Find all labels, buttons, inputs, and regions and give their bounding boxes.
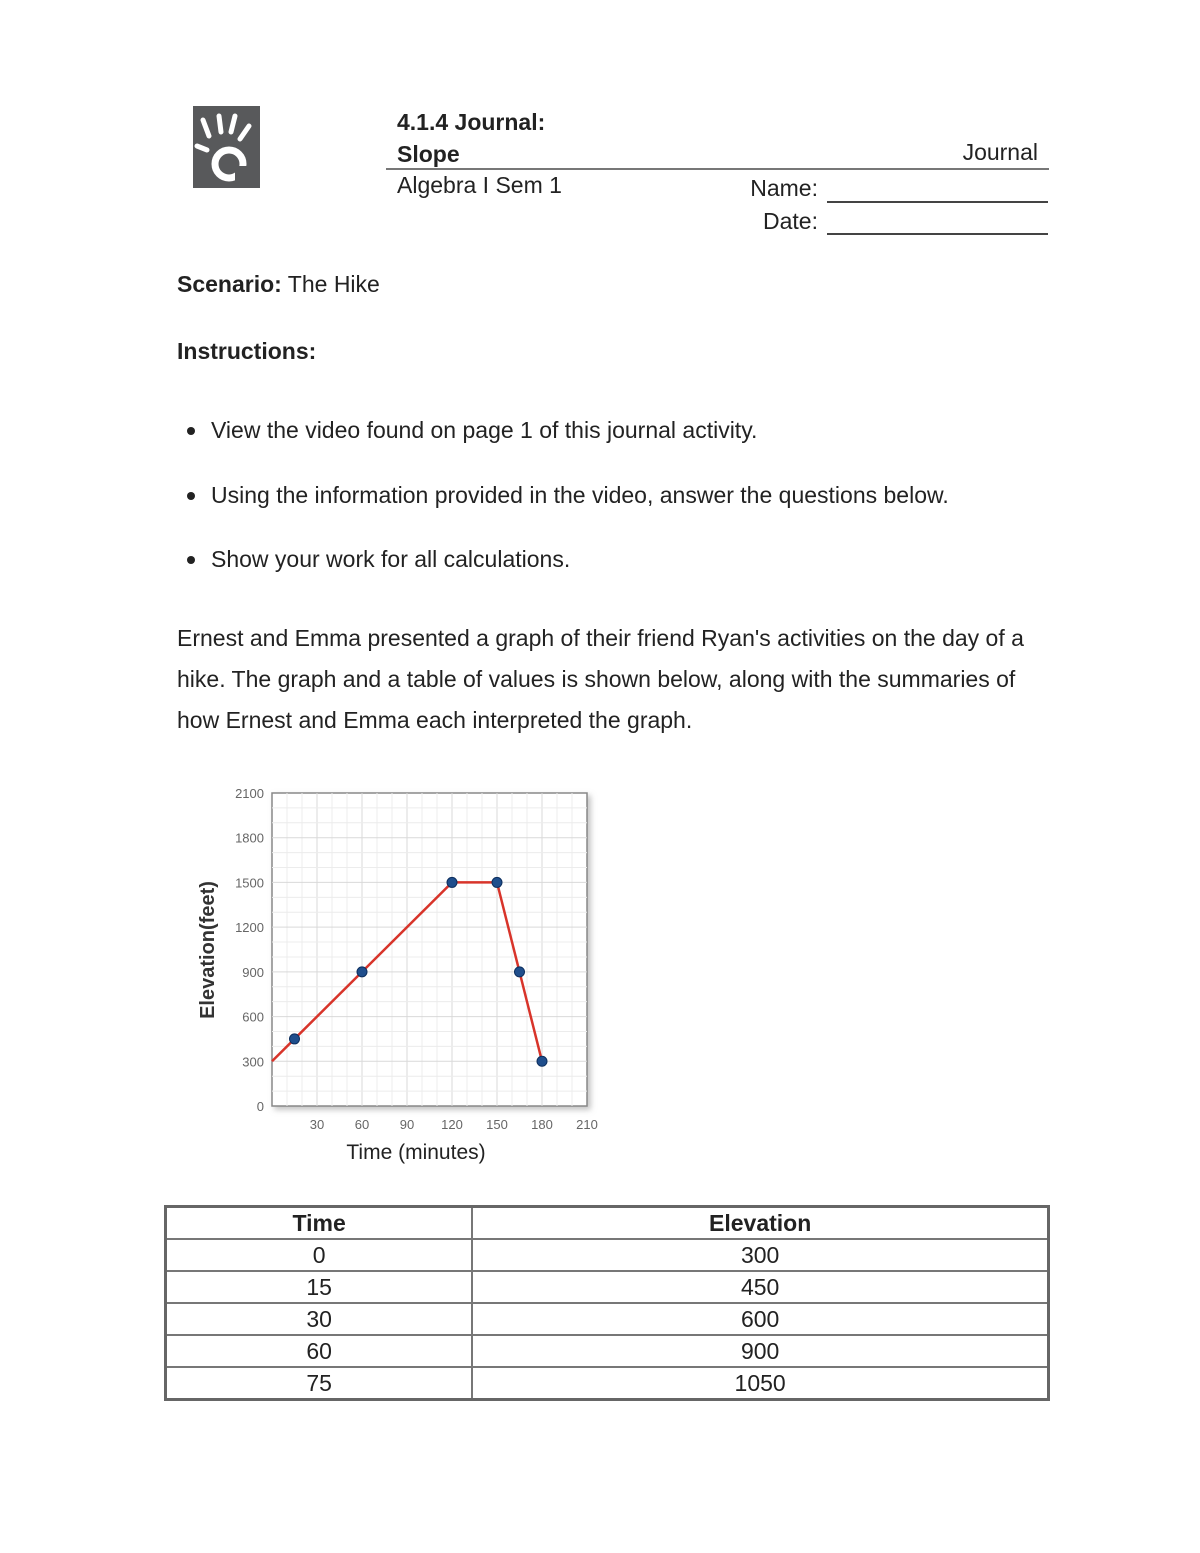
table-row [166,1303,1049,1335]
y-tick-label: 1800 [235,830,264,846]
table-row [166,1335,1049,1367]
bullet-icon [187,427,195,435]
course-label: Algebra I Sem 1 [397,172,562,198]
x-tick-label: 120 [441,1117,463,1132]
data-point [537,1056,547,1066]
data-point [447,877,457,887]
elevation-cell: 1050 [472,1367,1048,1400]
x-tick-label: 150 [486,1117,508,1132]
elevation-chart [190,778,610,1183]
chart-svg [190,778,610,1178]
x-tick-label: 180 [531,1117,553,1132]
instruction-text: Show your work for all calculations. [211,546,571,572]
journal-title-line1: 4.1.4 Journal: [397,109,546,135]
y-tick-label: 1200 [235,920,264,936]
instructions-list [177,414,949,608]
scenario-label: Scenario: [177,271,282,297]
x-tick-label: 210 [576,1117,598,1132]
table-row [166,1271,1049,1303]
journal-title-line2: Slope [397,141,460,167]
y-axis-label: Elevation(feet) [197,881,219,1019]
brand-logo [193,106,260,188]
x-axis-label: Time (minutes) [346,1141,486,1164]
y-tick-label: 0 [256,1099,264,1114]
bullet-icon [187,492,195,500]
table-row [166,1367,1049,1400]
y-tick-label: 2100 [235,786,264,801]
body-paragraph: Ernest and Emma presented a graph of their friend Ryan's activities on the day of a hike. The graph and a table of values is shown below, along with the summaries of how Ernest and Emma each interpreted the graph. [177,625,1024,733]
elevation-cell: 900 [472,1335,1048,1367]
instruction-text: Using the information provided in the video, answer the questions below. [211,481,949,508]
elevation-cell: 300 [472,1239,1048,1271]
journal-title [397,106,545,170]
scenario-text: The Hike [281,271,380,297]
doc-type-label: Journal [962,139,1038,165]
data-point [290,1034,300,1044]
time-cell: 75 [166,1367,473,1400]
x-tick-label: 90 [399,1117,415,1132]
y-tick-label: 300 [242,1054,264,1070]
time-cell: 15 [166,1271,473,1303]
table-header-row [166,1207,1049,1240]
y-tick-label: 900 [242,964,264,980]
column-header-time: Time [166,1207,473,1240]
y-tick-label: 600 [242,1009,264,1025]
instructions-heading: Instructions: [177,338,317,364]
elevation-cell: 600 [472,1303,1048,1335]
x-tick-label: 30 [309,1117,325,1132]
x-tick-label: 60 [354,1117,370,1132]
date-field[interactable] [827,233,1048,235]
table-row [166,1239,1049,1271]
scenario-line [177,268,380,300]
data-table [164,1205,1050,1401]
data-point [357,967,367,977]
name-field[interactable] [827,201,1048,203]
list-item [177,543,949,608]
column-header-elevation: Elevation [472,1207,1048,1240]
instruction-text: View the video found on page 1 of this journal activity. [211,417,758,443]
y-tick-label: 1500 [235,875,264,891]
date-label: Date: [763,208,818,234]
time-cell: 0 [166,1239,473,1271]
data-point [515,967,525,977]
time-cell: 60 [166,1335,473,1367]
name-label: Name: [750,175,818,201]
elevation-cell: 450 [472,1271,1048,1303]
bullet-icon [187,556,195,564]
list-item [177,479,949,544]
time-cell: 30 [166,1303,473,1335]
list-item [177,414,949,479]
data-point [492,877,502,887]
